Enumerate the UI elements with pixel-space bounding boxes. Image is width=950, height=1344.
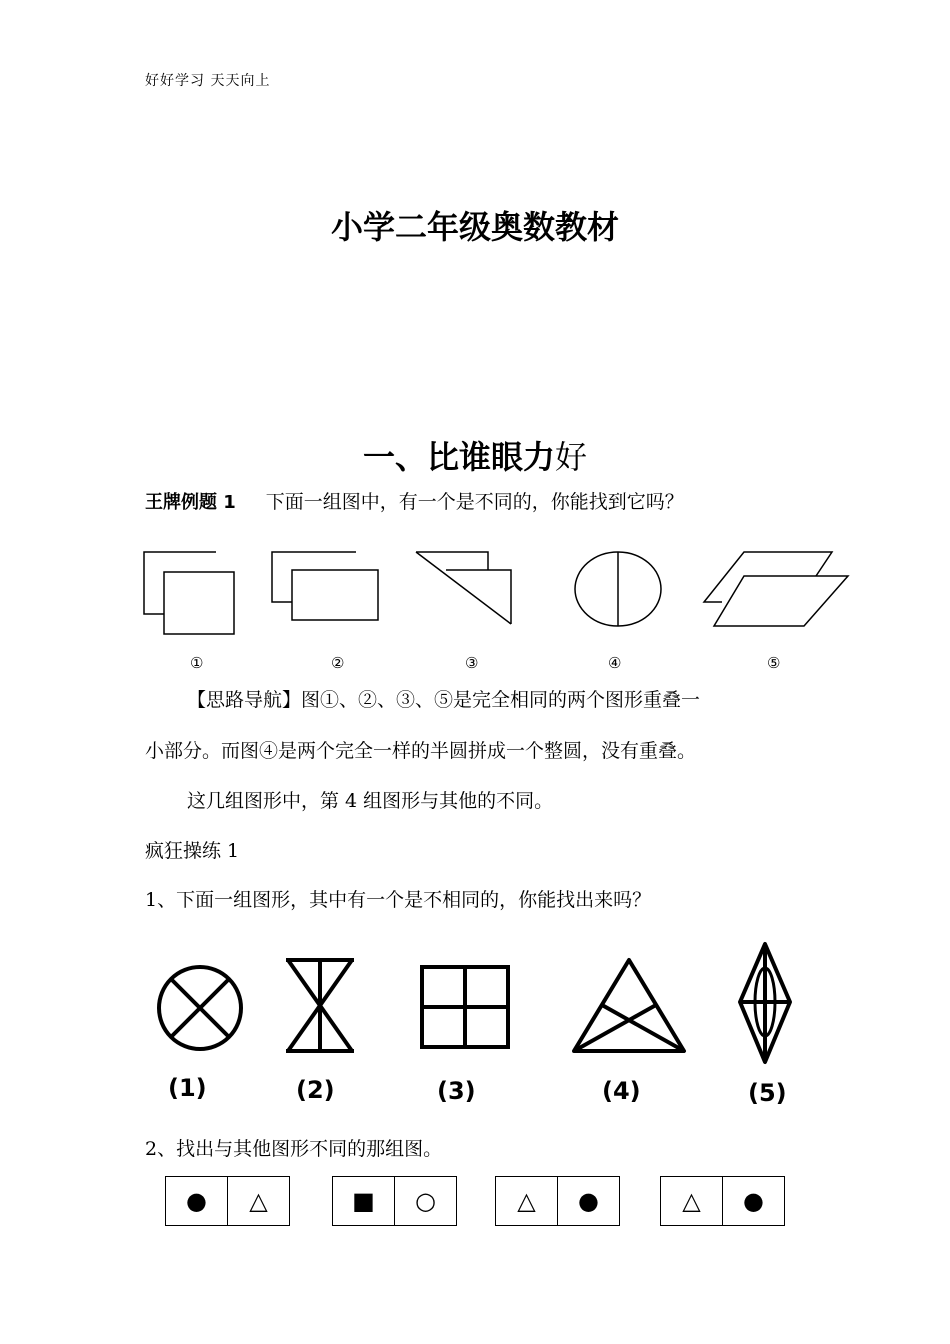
figure-number-1: ① xyxy=(190,654,204,672)
example-figure-3 xyxy=(412,548,518,630)
example-figure-2 xyxy=(268,548,384,626)
practice-figure-5 xyxy=(736,940,794,1068)
page-title: 小学二年级奥数教材 xyxy=(330,208,619,246)
explanation-line-2: 小部分。而图④是两个完全一样的半圆拼成一个整圆，没有重叠。 xyxy=(145,740,697,762)
example-question: 下面一组图中，有一个是不同的，你能找到它吗？ xyxy=(265,491,684,513)
group-4-shape-b: ● xyxy=(722,1177,784,1225)
example-figure-4 xyxy=(570,548,666,630)
group-3-shape-a: △ xyxy=(517,1187,536,1215)
group-box-1 xyxy=(165,1176,290,1226)
group-1-shape-b: △ xyxy=(227,1177,289,1225)
practice-label-3: (3) xyxy=(437,1077,476,1105)
practice-heading: 疯狂操练 1 xyxy=(145,840,240,862)
figure-number-2: ② xyxy=(331,654,345,672)
figure-number-4: ④ xyxy=(608,654,622,672)
practice-label-4: (4) xyxy=(602,1077,641,1105)
group-2-shape-b: ○ xyxy=(394,1177,456,1225)
practice-question-1: 1、下面一组图形，其中有一个是不相同的，你能找出来吗？ xyxy=(145,889,652,911)
page-header: 好好学习 天天向上 xyxy=(145,73,271,89)
practice-figure-2 xyxy=(280,955,360,1057)
practice-label-1: (1) xyxy=(168,1074,207,1102)
practice-question-2: 2、找出与其他图形不同的那组图。 xyxy=(145,1138,443,1160)
example-figure-1 xyxy=(140,548,240,638)
figure-number-5: ⑤ xyxy=(767,654,781,672)
explanation-line-1: 【思路导航】图①、②、③、⑤是完全相同的两个图形重叠一 xyxy=(187,689,701,711)
practice-figure-3 xyxy=(418,963,512,1051)
section-heading-rest: 好 xyxy=(555,438,588,476)
example-figure-5 xyxy=(700,548,852,632)
explanation-line-3: 这几组图形中，第 4 组图形与其他的不同。 xyxy=(187,790,554,812)
group-box-3 xyxy=(495,1176,620,1226)
group-box-2 xyxy=(332,1176,457,1226)
group-box-4 xyxy=(660,1176,785,1226)
figure-number-3: ③ xyxy=(465,654,479,672)
practice-figure-1 xyxy=(152,960,248,1056)
example-label: 王牌例题 1 xyxy=(145,492,236,513)
example-line xyxy=(145,491,684,514)
practice-label-2: (2) xyxy=(296,1076,335,1104)
practice-label-5: (5) xyxy=(748,1079,787,1107)
practice-figure-4 xyxy=(568,955,690,1057)
section-heading-bold: 一、比谁眼力 xyxy=(362,438,555,476)
group-4-shape-a: △ xyxy=(682,1187,701,1215)
group-2-shape-a: ■ xyxy=(352,1187,375,1215)
group-3-shape-b: ● xyxy=(557,1177,619,1225)
section-heading xyxy=(0,432,950,478)
group-1-shape-a: ● xyxy=(186,1187,207,1215)
